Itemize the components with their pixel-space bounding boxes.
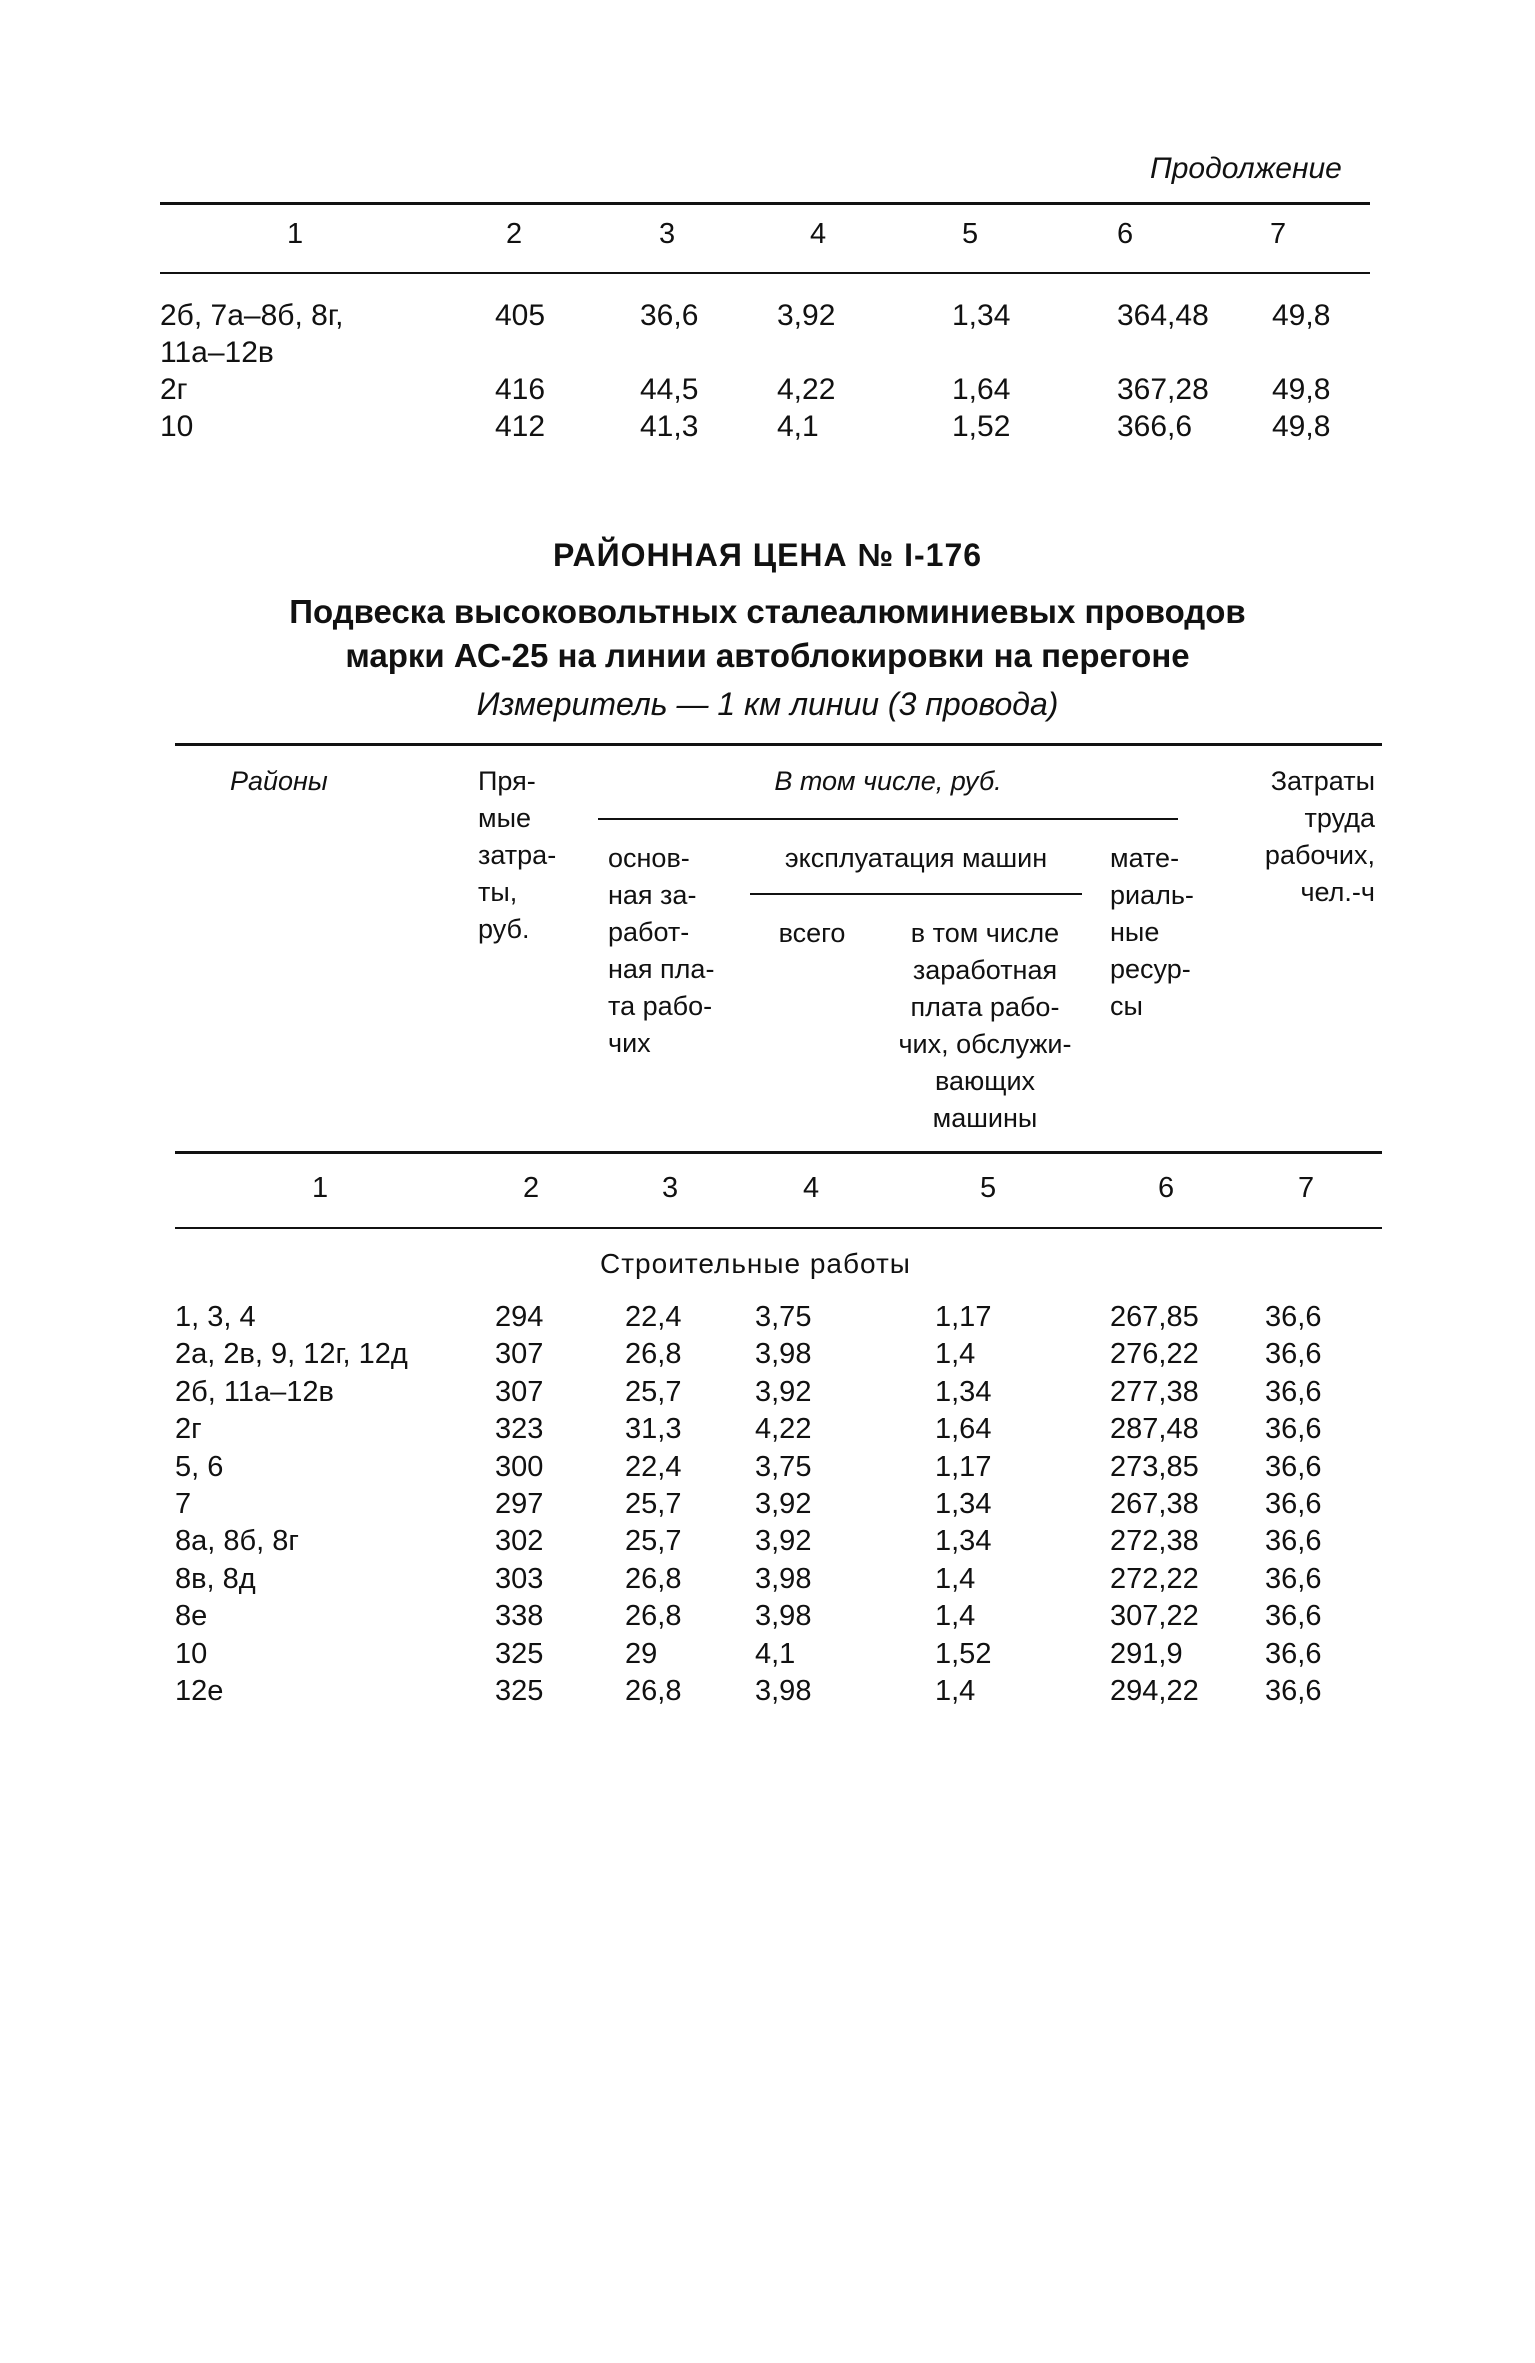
value-cell: 277,38 [1110,1375,1199,1408]
value-cell: 416 [495,373,546,406]
main-table-rule-numbers [175,1227,1382,1229]
value-cell: 49,8 [1272,410,1331,443]
value-cell: 1,4 [935,1600,976,1633]
header-direct-costs: Пря- мые затра- ты, руб. [478,766,557,944]
table-row [175,1301,1370,1338]
table-row [175,1563,1370,1600]
value-cell: 267,85 [1110,1301,1199,1333]
value-cell: 364,48 [1117,299,1209,332]
region-cell: 8в, 8д [175,1562,256,1595]
table-row [175,1600,1370,1637]
header-machines: эксплуатация машин [784,843,1048,873]
table-row [175,1376,1370,1413]
value-cell: 291,9 [1110,1637,1183,1670]
value-cell: 338 [495,1600,544,1633]
value-cell: 22,4 [625,1301,682,1333]
region-cell: 2г [160,373,188,406]
price-title: РАЙОННАЯ ЦЕНА № I-176 [552,537,983,573]
value-cell: 367,28 [1117,373,1209,406]
value-cell: 26,8 [625,1338,682,1371]
value-cell: 4,1 [755,1637,796,1670]
value-cell: 36,6 [1265,1375,1322,1408]
value-cell: 405 [495,299,546,332]
description-line-1: Подвеска высоковольтных сталеалюминиевых проводов [289,593,1246,630]
main-table-rule-header [175,1151,1382,1154]
header-regions: Районы [230,766,328,796]
value-cell: 3,98 [755,1674,812,1707]
value-cell: 31,3 [625,1413,682,1446]
table-row [175,1413,1370,1450]
main-table-rule-top [175,743,1382,746]
region-cell: 8е [175,1600,208,1633]
table-row [175,1488,1370,1525]
value-cell: 36,6 [1265,1413,1322,1446]
value-cell: 272,22 [1110,1562,1199,1595]
region-cell: 2а, 2в, 9, 12г, 12д [175,1338,408,1371]
header-rule-machines [750,893,1082,895]
top-col-1: 1 [287,218,304,250]
region-cell: 10 [160,410,194,443]
value-cell: 3,75 [755,1301,812,1333]
value-cell: 25,7 [625,1487,682,1520]
value-cell: 307 [495,1338,544,1371]
top-col-4: 4 [810,218,827,250]
top-col-3: 3 [659,218,676,250]
value-cell: 1,4 [935,1562,976,1595]
header-base-pay: основ- ная за- работ- ная пла- та рабо- чих [608,843,715,1058]
value-cell: 26,8 [625,1674,682,1707]
table-row [175,1638,1370,1675]
value-cell: 1,4 [935,1674,976,1707]
value-cell: 323 [495,1413,544,1446]
value-cell: 3,98 [755,1338,812,1371]
value-cell: 294 [495,1301,544,1333]
value-cell: 3,92 [755,1487,812,1520]
value-cell: 267,38 [1110,1487,1199,1520]
value-cell: 44,5 [640,373,699,406]
region-cell: 2г [175,1413,202,1446]
value-cell: 3,92 [755,1375,812,1408]
value-cell: 297 [495,1487,544,1520]
value-cell: 325 [495,1674,544,1707]
header-labor: Затраты труда рабочих, чел.-ч [1264,766,1375,907]
table-row [175,1525,1370,1562]
section-title: Строительные работы [600,1248,911,1279]
value-cell: 3,98 [755,1562,812,1595]
top-table-rule-top [160,202,1370,205]
main-col-1: 1 [312,1172,329,1204]
top-col-7: 7 [1270,218,1287,250]
continuation-label: Продолжение [1150,152,1342,185]
value-cell: 273,85 [1110,1450,1199,1483]
value-cell: 276,22 [1110,1338,1199,1371]
value-cell: 26,8 [625,1562,682,1595]
value-cell: 4,22 [755,1413,812,1446]
main-col-6: 6 [1158,1172,1175,1204]
value-cell: 1,34 [935,1375,992,1408]
value-cell: 303 [495,1562,544,1595]
region-cell: 2б, 7а–8б, 8г, [160,299,344,332]
value-cell: 1,17 [935,1450,992,1483]
region-cell: 8а, 8б, 8г [175,1525,299,1558]
value-cell: 1,4 [935,1338,976,1371]
value-cell: 41,3 [640,410,699,443]
value-cell: 1,34 [952,299,1011,332]
price-description [0,590,1535,678]
value-cell: 1,34 [935,1525,992,1558]
measure-unit: Измеритель — 1 км линии (3 провода) [476,686,1059,722]
value-cell: 25,7 [625,1525,682,1558]
top-col-2: 2 [506,218,523,250]
value-cell: 3,92 [777,299,836,332]
region-cell: 10 [175,1637,208,1670]
table-row [175,1451,1370,1488]
top-col-5: 5 [962,218,979,250]
value-cell: 1,34 [935,1487,992,1520]
value-cell: 36,6 [1265,1338,1322,1371]
header-incl: В том числе, руб. [774,766,1002,796]
main-col-2: 2 [523,1172,540,1204]
header-rule-incl [598,818,1178,820]
top-table-rule-header [160,272,1370,274]
table-row [160,371,1370,408]
value-cell: 325 [495,1637,544,1670]
top-table [160,297,1370,445]
value-cell: 307,22 [1110,1600,1199,1633]
value-cell: 25,7 [625,1375,682,1408]
value-cell: 307 [495,1375,544,1408]
value-cell: 287,48 [1110,1413,1199,1446]
value-cell: 4,1 [777,410,819,443]
value-cell: 3,98 [755,1600,812,1633]
region-cell: 7 [175,1487,192,1520]
main-col-3: 3 [662,1172,679,1204]
value-cell: 36,6 [1265,1637,1322,1670]
value-cell: 49,8 [1272,373,1331,406]
value-cell: 302 [495,1525,544,1558]
value-cell: 1,52 [935,1637,992,1670]
value-cell: 36,6 [1265,1450,1322,1483]
main-col-7: 7 [1298,1172,1315,1204]
main-col-4: 4 [803,1172,820,1204]
value-cell: 22,4 [625,1450,682,1483]
value-cell: 300 [495,1450,544,1483]
header-machines-total: всего [778,918,846,948]
value-cell: 36,6 [1265,1525,1322,1558]
value-cell: 29 [625,1637,658,1670]
value-cell: 1,52 [952,410,1011,443]
value-cell: 1,17 [935,1301,992,1333]
value-cell: 366,6 [1117,410,1193,443]
region-cell: 12е [175,1674,224,1707]
region-cell-continued: 11а–12в [160,336,274,369]
description-line-2: марки АС-25 на линии автоблокировки на перегоне [345,637,1190,674]
main-col-5: 5 [980,1172,997,1204]
value-cell: 36,6 [640,299,699,332]
value-cell: 412 [495,410,546,443]
value-cell: 49,8 [1272,299,1331,332]
value-cell: 272,38 [1110,1525,1199,1558]
region-cell: 1, 3, 4 [175,1301,256,1333]
value-cell: 36,6 [1265,1674,1322,1707]
value-cell: 36,6 [1265,1487,1322,1520]
region-cell: 5, 6 [175,1450,224,1483]
value-cell: 36,6 [1265,1562,1322,1595]
value-cell: 36,6 [1265,1600,1322,1633]
top-col-6: 6 [1117,218,1134,250]
value-cell: 3,92 [755,1525,812,1558]
value-cell: 294,22 [1110,1674,1199,1707]
header-materials: мате- риаль- ные ресур- сы [1110,843,1194,1021]
main-table [175,1301,1370,1712]
value-cell: 3,75 [755,1450,812,1483]
main-table-body [175,1301,1370,1712]
value-cell: 4,22 [777,373,836,406]
table-row [160,297,1370,371]
table-row [175,1338,1370,1375]
value-cell: 26,8 [625,1600,682,1633]
value-cell: 1,64 [952,373,1011,406]
table-row [175,1675,1370,1712]
value-cell: 1,64 [935,1413,992,1446]
region-cell: 2б, 11а–12в [175,1375,334,1408]
table-row [160,408,1370,445]
header-machines-pay: в том числе заработная плата рабо- чих, обслужи- вающих машины [898,918,1072,1133]
value-cell: 36,6 [1265,1301,1322,1333]
